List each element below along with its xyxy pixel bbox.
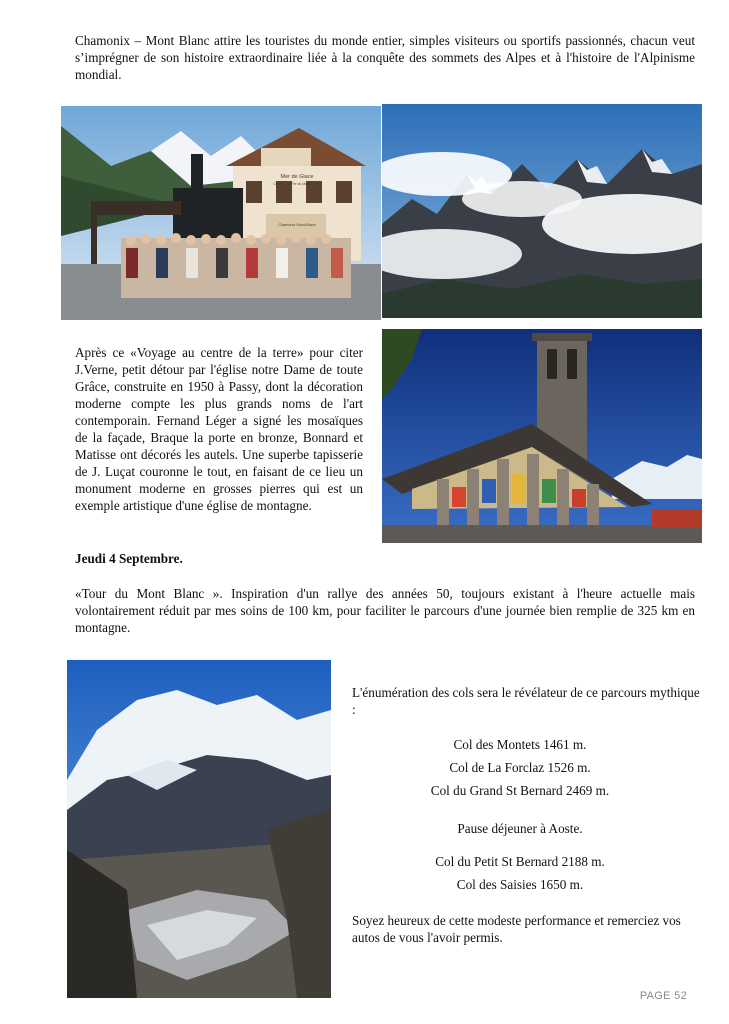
page-number: PAGE 52 xyxy=(639,990,687,1002)
day-heading: Jeudi 4 Septembre. xyxy=(75,551,183,566)
lunch-break: Pause déjeuner à Aoste. xyxy=(457,821,583,836)
tour-paragraph: «Tour du Mont Blanc ». Inspiration d'un rallye des années 50, toujours existant à l'heure actuelle mais volontairement réduit par mes soins de 100 km, pour faciliter le parcours d'une journée bien remplie de 325 km en montagne. xyxy=(75,586,695,635)
cols-intro: L'énumération des cols sera le révélateur de ce parcours mythique : xyxy=(352,685,700,717)
photo-church xyxy=(382,329,702,543)
col-item: Col du Petit St Bernard 2188 m. xyxy=(435,854,605,869)
church-paragraph: Après ce «Voyage au centre de la terre» pour citer J.Verne, petit détour par l'église notre Dame de toute Grâce, construite en 1950 à Passy, dont la décoration moderne compte les plus grands noms de l'art contemporain. Fernand Léger a signé les mosaïques de la façade, Braque la porte en bronze, Bonnard et Matisse ont décorés les autels. Une superbe tapisserie de J. Luçat couronne le tout, en faisant de ce lieu un monument moderne en grosses pierres qui est un exemple artistique d'une église de montagne. xyxy=(75,345,363,513)
station-sign-subtitle: Chemin de Fer du Montenvers xyxy=(273,182,321,186)
cols-list-2 xyxy=(352,853,688,893)
col-item: Col du Grand St Bernard 2469 m. xyxy=(430,783,610,798)
col-item: Col des Montets 1461 m. xyxy=(453,737,587,752)
photo-glacier xyxy=(67,660,331,998)
station-sign-name: Mer de Glace xyxy=(280,174,314,180)
intro-paragraph: Chamonix – Mont Blanc attire les touristes du monde entier, simples visiteurs ou sportifs passionnés, chacun veut s’imprégner de son histoire extraordinaire liée à la conquête des sommets des Alpes et à l'histoire de l'Alpinisme mondial. xyxy=(75,33,695,82)
photo-mountain-clouds xyxy=(382,104,702,318)
col-item: Col des Saisies 1650 m. xyxy=(456,877,584,892)
station-sign-label: Chamonix Mont-Blanc xyxy=(278,223,316,227)
closing-paragraph: Soyez heureux de cette modeste performance et remerciez vos autos de vous l'avoir permis. xyxy=(352,913,681,945)
col-item: Col de La Forclaz 1526 m. xyxy=(449,760,591,775)
photo-group-station xyxy=(61,106,381,320)
cols-list-1 xyxy=(352,736,688,799)
